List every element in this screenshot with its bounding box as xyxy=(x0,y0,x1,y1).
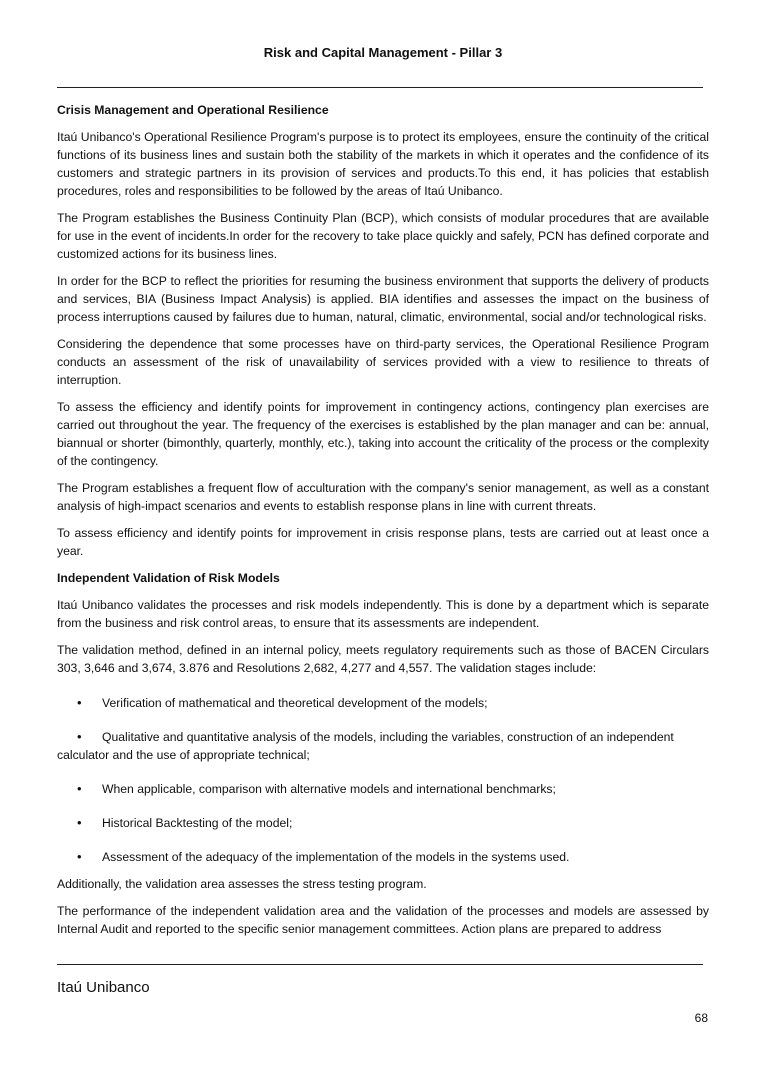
document-title: Risk and Capital Management - Pillar 3 xyxy=(263,45,503,60)
list-item-text: When applicable, comparison with alternative models and international benchmarks; xyxy=(102,782,556,796)
paragraph: Itaú Unibanco validates the processes and risk models independently. This is done by a department which is separate from the business and risk control areas, to ensure that its assessments are independent. xyxy=(57,598,709,630)
list-item-text: Qualitative and quantitative analysis of the models, including the variables, construction of an independent calculator and the use of appropriate technical; xyxy=(57,730,674,762)
paragraph: Itaú Unibanco's Operational Resilience Program's purpose is to protect its employees, ensure the continuity of the critical functions of its business lines and sustain both the stability of the markets in which it operates and the confidence of its customers and strategic partners in its provision of services and products.To this end, it has policies that establish procedures, roles and responsibilities to be followed by the areas of Itaú Unibanco. xyxy=(57,130,709,198)
page-content xyxy=(57,101,709,947)
list-item xyxy=(57,780,709,798)
list-item-text: Assessment of the adequacy of the implementation of the models in the systems used. xyxy=(102,850,570,864)
section-heading-crisis: Crisis Management and Operational Resilience xyxy=(57,103,329,117)
list-item xyxy=(57,728,709,764)
bullet-icon: • xyxy=(77,729,82,744)
page-number: 68 xyxy=(694,1011,708,1025)
list-item-text: Historical Backtesting of the model; xyxy=(102,816,293,830)
footer-brand: Itaú Unibanco xyxy=(57,979,150,996)
list-item xyxy=(57,694,709,712)
section-heading-validation: Independent Validation of Risk Models xyxy=(57,571,280,585)
validation-stages-list xyxy=(57,694,709,866)
bullet-icon: • xyxy=(77,815,82,830)
list-item xyxy=(57,848,709,866)
bullet-icon: • xyxy=(77,781,82,796)
paragraph: To assess the efficiency and identify points for improvement in contingency actions, contingency plan exercises are carried out throughout the year. The frequency of the exercises is established by the plan manager and can be: annual, biannual or shorter (bimonthly, quarterly, monthly, etc.), taking into account the criticality of the process or the complexity of the contingency. xyxy=(57,400,709,468)
list-item xyxy=(57,814,709,832)
paragraph: The validation method, defined in an internal policy, meets regulatory requirements such as those of BACEN Circulars 303, 3,646 and 3,674, 3.876 and Resolutions 2,682, 4,277 and 4,557. The validation stages include: xyxy=(57,643,709,675)
footer-divider xyxy=(57,964,703,965)
bullet-icon: • xyxy=(77,695,82,710)
paragraph: Considering the dependence that some processes have on third-party services, the Operational Resilience Program conducts an assessment of the risk of unavailability of services provided with a view to resilience to threats of interruption. xyxy=(57,337,709,387)
paragraph: Additionally, the validation area assesses the stress testing program. xyxy=(57,877,427,891)
paragraph: The Program establishes the Business Continuity Plan (BCP), which consists of modular procedures that are available for use in the event of incidents.In order for the recovery to take place quickly and safely, PCN has defined corporate and customized actions for its business lines. xyxy=(57,211,709,261)
paragraph: In order for the BCP to reflect the priorities for resuming the business environment that supports the delivery of products and services, BIA (Business Impact Analysis) is applied. BIA identifies and assesses the impact on the business of process interruptions caused by failures due to human, natural, climatic, environmental, social and/or technological risks. xyxy=(57,274,709,324)
list-item-text: Verification of mathematical and theoretical development of the models; xyxy=(102,696,488,710)
paragraph: The Program establishes a frequent flow of acculturation with the company's senior management, as well as a constant analysis of high-impact scenarios and events to establish response plans in line with current threats. xyxy=(57,481,709,513)
paragraph: The performance of the independent validation area and the validation of the processes and models are assessed by Internal Audit and reported to the specific senior management committees. Action plans are prepared to address xyxy=(57,904,709,936)
header-divider xyxy=(57,87,703,88)
bullet-icon: • xyxy=(77,849,82,864)
paragraph: To assess efficiency and identify points for improvement in crisis response plans, tests are carried out at least once a year. xyxy=(57,526,709,558)
